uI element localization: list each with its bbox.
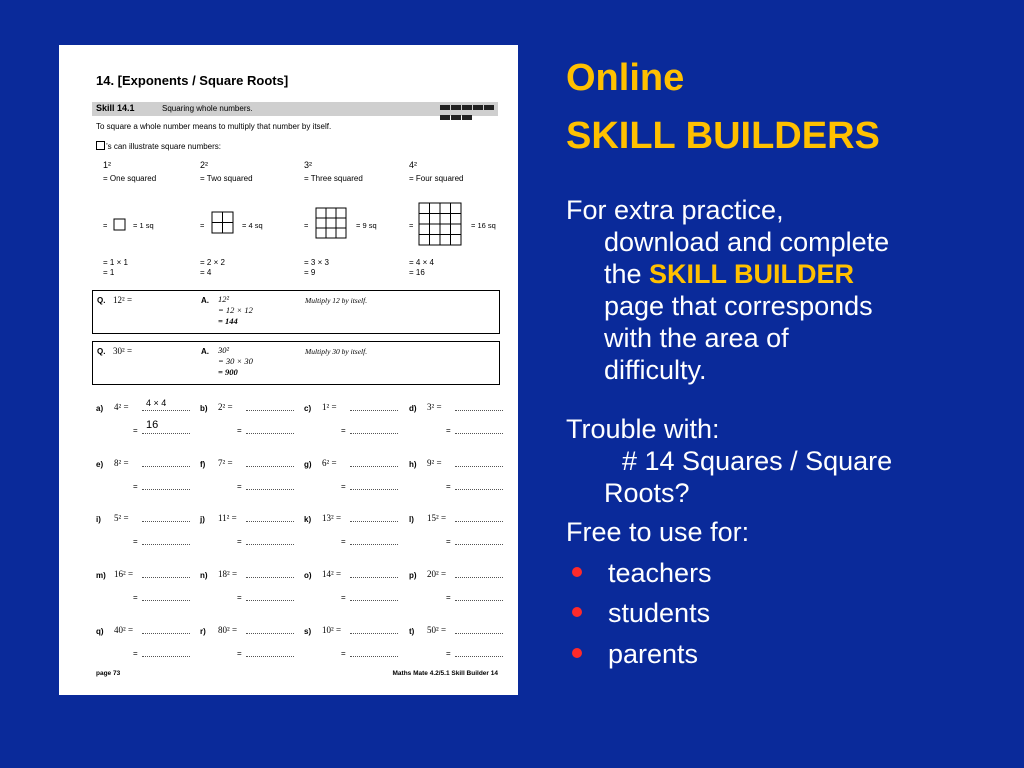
problem-expression: 7² =	[218, 458, 233, 468]
problem-eq-sign: =	[237, 537, 242, 546]
example-box-2	[92, 341, 500, 385]
problem-label: f)	[200, 460, 206, 469]
grid-2x2-figure	[211, 211, 235, 235]
column-eq-sign: =	[103, 221, 108, 230]
example-question: 30² =	[113, 346, 133, 356]
problem-eq-sign: =	[341, 482, 346, 491]
worksheet-title: 14. [Exponents / Square Roots]	[96, 73, 289, 88]
grid-4x4-figure	[418, 202, 462, 246]
problem-label: g)	[304, 460, 312, 469]
problem-expression: 50² =	[427, 625, 447, 635]
column-product: = 1 × 1	[103, 258, 128, 267]
column-result: = 4	[200, 268, 212, 277]
problem-l	[409, 513, 509, 549]
problem-label: m)	[96, 571, 106, 580]
problem-eq-sign: =	[341, 649, 346, 658]
problem-h	[409, 458, 509, 494]
bullet-teachers	[566, 557, 712, 589]
example-box-1	[92, 290, 500, 334]
problem-expression: 8² =	[114, 458, 129, 468]
problem-n	[200, 569, 300, 605]
problem-eq-sign: =	[133, 537, 138, 546]
problem-expression: 5² =	[114, 513, 129, 523]
answer-line	[350, 489, 398, 490]
problem-b	[200, 402, 300, 438]
trouble-line-3: Roots?	[604, 478, 690, 508]
answer-line	[246, 633, 294, 634]
problem-g	[304, 458, 404, 494]
handwritten-answer: 16	[146, 419, 159, 431]
column-eq-sign: =	[409, 221, 414, 230]
grid-3x3-figure	[315, 207, 347, 239]
answer-line	[246, 433, 294, 434]
answer-line	[142, 577, 190, 578]
practice-paragraph	[566, 194, 1006, 386]
problem-a	[96, 398, 196, 438]
problem-expression: 2² =	[218, 402, 233, 412]
problem-expression: 11² =	[218, 513, 237, 523]
answer-line	[142, 466, 190, 467]
curriculum-codes	[440, 103, 496, 115]
handwritten-work: 4 × 4	[146, 398, 167, 408]
column-name: = One squared	[103, 174, 157, 183]
answer-line	[350, 410, 398, 411]
problem-eq-sign: =	[237, 482, 242, 491]
column-product: = 3 × 3	[304, 258, 329, 267]
heading-skill-builders: SKILL BUILDERS	[566, 115, 880, 157]
problem-f	[200, 458, 300, 494]
worksheet-intro-2	[96, 141, 221, 151]
trouble-paragraph	[566, 413, 1006, 509]
bullet-text: parents	[608, 639, 699, 669]
answer-line	[142, 521, 190, 522]
problem-expression: 4² =	[114, 402, 129, 412]
column-name: = Three squared	[304, 174, 363, 183]
free-to-use-label: Free to use for:	[566, 517, 750, 547]
column-result: = 16	[409, 268, 425, 277]
practice-line-4: page that corresponds	[604, 291, 873, 321]
problem-expression: 10² =	[322, 625, 342, 635]
problem-label: t)	[409, 627, 415, 636]
practice-line-2: download and complete	[604, 227, 890, 257]
problem-expression: 80² =	[218, 625, 238, 635]
practice-line-3-pre: the	[604, 259, 650, 289]
square-icon	[96, 141, 105, 150]
column-area: = 9 sq	[356, 221, 377, 230]
problem-i	[96, 513, 196, 549]
problem-label: o)	[304, 571, 312, 580]
column-power: 4²	[409, 160, 418, 170]
problem-eq-sign: =	[237, 649, 242, 658]
answer-line	[455, 410, 503, 411]
problem-expression: 20² =	[427, 569, 447, 579]
problem-eq-sign: =	[341, 426, 346, 435]
problem-m	[96, 569, 196, 605]
answer-line	[455, 521, 503, 522]
column-eq-sign: =	[304, 221, 309, 230]
practice-line-1: For extra practice,	[566, 195, 784, 225]
example-hint: Multiply 12 by itself.	[305, 296, 368, 305]
problem-eq-sign: =	[133, 649, 138, 658]
answer-line	[142, 600, 190, 601]
column-name: = Two squared	[200, 174, 253, 183]
problem-d	[409, 402, 509, 438]
problem-q	[96, 625, 196, 661]
answer-line	[350, 544, 398, 545]
column-product: = 2 × 2	[200, 258, 225, 267]
answer-line	[142, 410, 190, 411]
answer-line	[455, 600, 503, 601]
example-question: 12² =	[113, 295, 133, 305]
problem-expression: 18² =	[218, 569, 238, 579]
problem-label: q)	[96, 627, 104, 636]
example-hint: Multiply 30 by itself.	[305, 347, 368, 356]
skill-bar	[92, 102, 498, 116]
problem-eq-sign: =	[237, 426, 242, 435]
example-q-label: Q.	[97, 347, 106, 356]
problem-expression: 14² =	[322, 569, 342, 579]
skill-builder-highlight: SKILL BUILDER	[649, 259, 855, 289]
problem-label: j)	[200, 515, 205, 524]
example-answer-line: = 12 × 12	[218, 305, 253, 315]
skill-description: Squaring whole numbers.	[162, 104, 253, 113]
problem-eq-sign: =	[446, 649, 451, 658]
problem-eq-sign: =	[133, 593, 138, 602]
practice-line-5: with the area of	[604, 323, 789, 353]
answer-line	[455, 466, 503, 467]
answer-line	[142, 433, 190, 434]
column-area: = 4 sq	[242, 221, 263, 230]
practice-line-6: difficulty.	[604, 355, 707, 385]
problem-label: k)	[304, 515, 312, 524]
column-power: 2²	[200, 160, 209, 170]
worksheet-intro-2-text: ’s can illustrate square numbers:	[106, 142, 222, 151]
bullet-text: teachers	[608, 558, 712, 588]
problem-label: c)	[304, 404, 312, 413]
problem-label: l)	[409, 515, 414, 524]
problem-s	[304, 625, 404, 661]
problem-label: i)	[96, 515, 101, 524]
problem-eq-sign: =	[237, 593, 242, 602]
answer-line	[246, 521, 294, 522]
answer-line	[246, 410, 294, 411]
grid-1x1-figure	[113, 218, 127, 232]
example-answer-line: = 900	[218, 367, 238, 377]
skill-name: Skill 14.1	[96, 103, 135, 113]
worksheet-page-number: page 73	[96, 670, 121, 677]
problem-expression: 15² =	[427, 513, 447, 523]
example-answer-line: 30²	[218, 345, 230, 355]
column-result: = 1	[103, 268, 115, 277]
bullet-dot-icon	[572, 648, 582, 658]
answer-line	[350, 521, 398, 522]
column-name: = Four squared	[409, 174, 464, 183]
bullet-students	[566, 597, 710, 629]
example-answer-line: = 30 × 30	[218, 356, 253, 366]
answer-line	[455, 656, 503, 657]
problem-eq-sign: =	[446, 482, 451, 491]
example-a-label: A.	[201, 296, 209, 305]
column-power: 1²	[103, 160, 112, 170]
problem-r	[200, 625, 300, 661]
answer-line	[246, 577, 294, 578]
answer-line	[142, 656, 190, 657]
problem-expression: 16² =	[114, 569, 134, 579]
bullet-parents	[566, 638, 698, 670]
column-eq-sign: =	[200, 221, 205, 230]
problem-label: r)	[200, 627, 206, 636]
answer-line	[142, 544, 190, 545]
column-product: = 4 × 4	[409, 258, 434, 267]
trouble-line-2: # 14 Squares / Square	[622, 446, 893, 476]
problem-e	[96, 458, 196, 494]
answer-line	[350, 633, 398, 634]
problem-expression: 13² =	[322, 513, 342, 523]
answer-line	[350, 433, 398, 434]
problem-eq-sign: =	[341, 593, 346, 602]
bullet-dot-icon	[572, 567, 582, 577]
example-answer-line: = 144	[218, 316, 238, 326]
problem-label: e)	[96, 460, 104, 469]
problem-eq-sign: =	[446, 426, 451, 435]
answer-line	[350, 577, 398, 578]
problem-expression: 6² =	[322, 458, 337, 468]
problem-eq-sign: =	[446, 593, 451, 602]
worksheet-footer-title: Maths Mate 4.2/5.1 Skill Builder 14	[392, 670, 498, 677]
worksheet-intro: To square a whole number means to multiply that number by itself.	[96, 122, 332, 131]
problem-p	[409, 569, 509, 605]
problem-label: d)	[409, 404, 417, 413]
answer-line	[246, 489, 294, 490]
problem-j	[200, 513, 300, 549]
problem-label: p)	[409, 571, 417, 580]
problem-expression: 9² =	[427, 458, 442, 468]
answer-line	[142, 489, 190, 490]
problem-eq-sign: =	[133, 426, 138, 435]
answer-line	[350, 600, 398, 601]
answer-line	[350, 466, 398, 467]
example-answer-line: 12²	[218, 294, 230, 304]
problem-label: h)	[409, 460, 417, 469]
answer-line	[142, 633, 190, 634]
problem-t	[409, 625, 509, 661]
problem-label: s)	[304, 627, 312, 636]
problem-eq-sign: =	[341, 537, 346, 546]
example-q-label: Q.	[97, 296, 106, 305]
answer-line	[246, 544, 294, 545]
answer-line	[350, 656, 398, 657]
problem-k	[304, 513, 404, 549]
example-answer	[218, 294, 253, 327]
problem-expression: 3² =	[427, 402, 442, 412]
answer-line	[246, 600, 294, 601]
column-power: 3²	[304, 160, 313, 170]
column-area: = 1 sq	[133, 221, 154, 230]
problem-expression: 1² =	[322, 402, 337, 412]
answer-line	[455, 489, 503, 490]
bullet-text: students	[608, 598, 711, 628]
answer-line	[455, 577, 503, 578]
answer-line	[455, 544, 503, 545]
problem-label: b)	[200, 404, 208, 413]
answer-line	[455, 633, 503, 634]
trouble-line-1: Trouble with:	[566, 414, 720, 444]
column-result: = 9	[304, 268, 316, 277]
worksheet-image	[59, 45, 518, 695]
answer-line	[246, 466, 294, 467]
problem-eq-sign: =	[133, 482, 138, 491]
example-answer	[218, 345, 253, 378]
bullet-dot-icon	[572, 607, 582, 617]
answer-line	[246, 656, 294, 657]
practice-line-3	[566, 258, 1006, 290]
problem-label: a)	[96, 404, 104, 413]
problem-o	[304, 569, 404, 605]
heading-online: Online	[566, 57, 685, 99]
problem-eq-sign: =	[446, 537, 451, 546]
example-a-label: A.	[201, 347, 209, 356]
answer-line	[455, 433, 503, 434]
column-area: = 16 sq	[471, 221, 496, 230]
problem-label: n)	[200, 571, 208, 580]
problem-c	[304, 402, 404, 438]
problem-expression: 40² =	[114, 625, 134, 635]
